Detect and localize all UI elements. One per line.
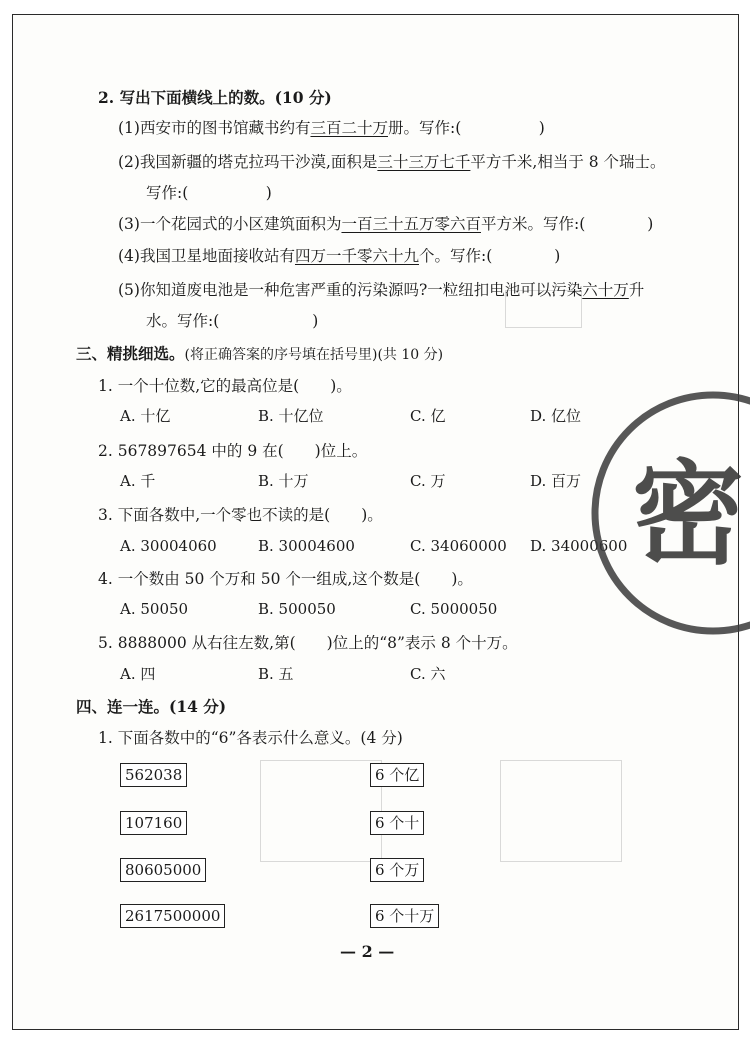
mc-question-4: 4. 一个数由 50 个万和 50 个一组成,这个数是( )。 <box>98 570 473 588</box>
confidential-stamp <box>588 388 750 638</box>
mc-question-5: 5. 8888000 从右往左数,第( )位上的“8”表示 8 个十万。 <box>98 634 518 652</box>
mc-q5-option-a[interactable]: A. 四 <box>120 665 156 683</box>
q2-item-1: (1)西安市的图书馆藏书约有三百二十万册。写作:( ) <box>118 119 545 137</box>
mc-question-1: 1. 一个十位数,它的最高位是( )。 <box>98 377 352 395</box>
q2-item-4: (4)我国卫星地面接收站有四万一千零六十九个。写作:( ) <box>118 247 561 265</box>
q2-item-5-answer[interactable]: 水。写作:( ) <box>146 312 319 330</box>
mc-q1-option-b[interactable]: B. 十亿位 <box>258 407 324 425</box>
stamp-glyph: 密 <box>632 450 744 580</box>
mc-question-3: 3. 下面各数中,一个零也不读的是( )。 <box>98 506 383 524</box>
section-4-heading: 四、连一连。(14 分) <box>76 697 227 716</box>
match-right-2[interactable]: 6 个十 <box>370 811 424 835</box>
mc-q3-option-c[interactable]: C. 34060000 <box>410 537 507 555</box>
mc-q3-option-b[interactable]: B. 30004600 <box>258 537 355 555</box>
mc-q4-option-b[interactable]: B. 500050 <box>258 600 336 618</box>
q2-item-2: (2)我国新疆的塔克拉玛干沙漠,面积是三十三万七千平方千米,相当于 8 个瑞士。 <box>118 153 666 171</box>
mc-q3-option-a[interactable]: A. 30004060 <box>120 537 217 555</box>
mc-q1-option-a[interactable]: A. 十亿 <box>120 407 171 425</box>
mc-q4-option-a[interactable]: A. 50050 <box>120 600 189 618</box>
q2-item-5: (5)你知道废电池是一种危害严重的污染源吗?一粒纽扣电池可以污染六十万升 <box>118 281 645 299</box>
match-left-3[interactable]: 80605000 <box>120 858 206 882</box>
section-3-heading: 三、精挑细选。(将正确答案的序号填在括号里)(共 10 分) <box>76 344 444 363</box>
mc-question-2: 2. 567897654 中的 9 在( )位上。 <box>98 442 368 460</box>
mc-q2-option-c[interactable]: C. 万 <box>410 472 446 490</box>
match-right-3[interactable]: 6 个万 <box>370 858 424 882</box>
match-left-1[interactable]: 562038 <box>120 763 187 787</box>
bleed-through-box <box>500 760 622 862</box>
mc-q2-option-b[interactable]: B. 十万 <box>258 472 309 490</box>
bleed-through-box <box>260 760 382 862</box>
mc-q1-option-d[interactable]: D. 亿位 <box>530 407 582 425</box>
mc-q5-option-c[interactable]: C. 六 <box>410 665 446 683</box>
mc-q2-option-d[interactable]: D. 百万 <box>530 472 582 490</box>
matching-question-1: 1. 下面各数中的“6”各表示什么意义。(4 分) <box>98 729 403 747</box>
q2-item-2-answer[interactable]: 写作:( ) <box>146 184 272 202</box>
mc-q3-option-d[interactable]: D. 34000600 <box>530 537 628 555</box>
q2-item-3: (3)一个花园式的小区建筑面积为一百三十五万零六百平方米。写作:( ) <box>118 215 654 233</box>
q2-title: 2. 写出下面横线上的数。(10 分) <box>98 88 332 107</box>
mc-q5-option-b[interactable]: B. 五 <box>258 665 294 683</box>
match-left-4[interactable]: 2617500000 <box>120 904 225 928</box>
page-number: — 2 — <box>340 942 395 961</box>
match-right-4[interactable]: 6 个十万 <box>370 904 439 928</box>
match-right-1[interactable]: 6 个亿 <box>370 763 424 787</box>
mc-q1-option-c[interactable]: C. 亿 <box>410 407 446 425</box>
match-left-2[interactable]: 107160 <box>120 811 187 835</box>
mc-q2-option-a[interactable]: A. 千 <box>120 472 156 490</box>
mc-q4-option-c[interactable]: C. 5000050 <box>410 600 498 618</box>
